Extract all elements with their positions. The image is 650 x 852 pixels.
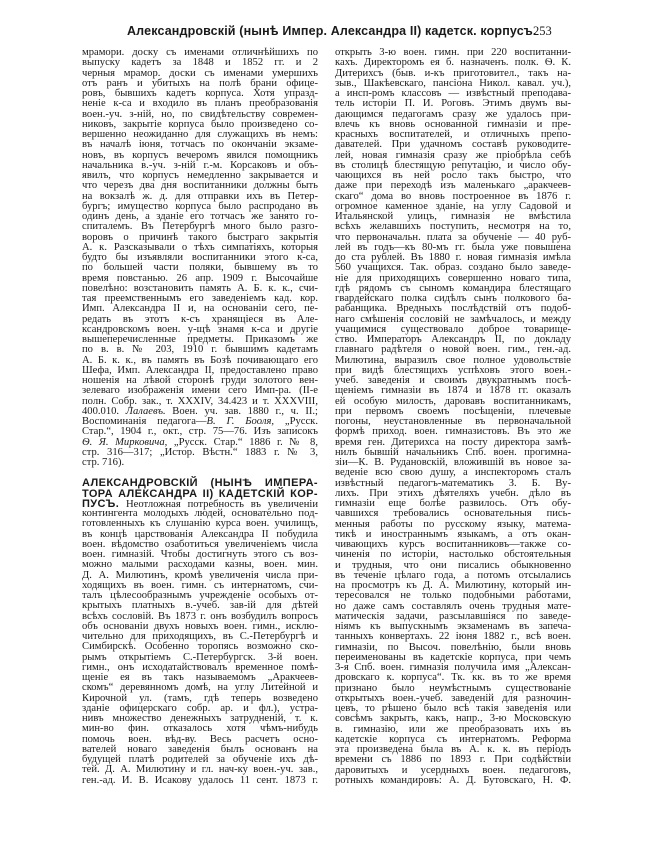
text-line: вершенно неожиданно для служащихъ въ немъ: (82, 129, 318, 140)
text-line: нивъ множество денежныхъ затрудненій, т. к. (82, 713, 318, 724)
text-line: танныхъ конвертахъ. 22 іюня 1882 г., всѣ воен. (335, 631, 571, 643)
text-line: гдѣ рядомъ съ сыномъ командира блестящаго (335, 282, 571, 294)
text-line: объ основаніи двухъ новыхъ воен. гимн., исклю- (82, 620, 318, 632)
article-heading-end: ПУСЪ. (82, 497, 120, 510)
text-line: гимназіи, по Высоч. повелѣнію, были вновь (335, 641, 571, 653)
text-line: кахъ. Директоромъ ея б. назначенъ. полк. Ѳ. К. (335, 57, 571, 69)
text-line: мрамори. доску съ именами отличнѣйшихъ по (82, 47, 318, 58)
text-line: времени съ 1886 по 1893 г. При содѣйствіи (335, 754, 571, 766)
text-line: стр. 716). (82, 457, 125, 468)
text-line: всѣхъ сословій. Въ 1873 г. онъ возбудилъ вопросъ (82, 610, 318, 622)
italic-text: Лалаевъ. (125, 405, 166, 417)
italic-text: Ѳ. Я. Мирковича, (82, 436, 168, 448)
text-segment: „Русск. (274, 416, 318, 427)
text-line: цевъ, то рѣшено было всѣ такія заведенія или (335, 703, 571, 714)
text-line: Д. А. Милютинъ, кромѣ увеличенія числа при- (82, 569, 318, 581)
text-line: воен.-уч. з-ній, но, по свидѣтельству современ- (82, 108, 318, 120)
text-line: по в. в. № 203, 1910 г. бывшимъ кадетамъ (82, 344, 318, 356)
text-line: в. гимназію, или же преобразовать ихъ въ (335, 723, 571, 735)
text-line: даровитыхъ и усердныхъ воен. педагоговъ, (335, 764, 571, 776)
text-line: зіи—К. В. Рудановскій, вложившій въ новое за- (335, 457, 571, 468)
text-line: воен. вѣдомство озаботиться увеличеніемъ числа (82, 538, 318, 550)
page-number: 253 (533, 24, 552, 38)
text-line: мин-во фин. отказалось хотя чѣмъ-нибудь (82, 723, 318, 735)
text-line: чиненія по исторіи, настолько обстоятельныя (335, 549, 571, 561)
text-line: въ теченіе цѣлаго года, а потомъ отсылались (335, 569, 571, 581)
text-line: а инсп-ромъ классовъ — извѣстный преподава- (335, 88, 571, 99)
text-line: Милютина, выразилъ свое полное удовольствіе (335, 354, 571, 366)
text-line: наго смѣшенія сословій не замѣчалось, и между (335, 313, 571, 325)
text-line: ксандровскомъ воен. у-щѣ знамя к-са и другіе (82, 323, 318, 335)
text-line: скаго“ дома во вновь построенное въ 1876 г. (335, 190, 571, 202)
text-segment: Воен. уч. зав. 1880 г., ч. II.; (165, 405, 318, 417)
text-line: контингента молодыхъ людей, основательно под- (82, 508, 318, 519)
text-segment: Воспоминанія педагога— (82, 416, 207, 427)
article-heading (82, 478, 318, 499)
text-line: бургъ; имущество корпуса было распродано въ (82, 200, 318, 212)
text-line: Шефа, Имп. Александра II, предоставлено право (82, 364, 318, 376)
text-line: гимн., онъ исходатайствовалъ временное помѣ- (82, 661, 318, 673)
text-line: 560 учащихся. Так. образ. создано было заведе- (335, 262, 571, 274)
text-segment: 400.010. (82, 405, 126, 417)
text-line: щеніемъ гимназіи въ 1874 и 1878 гг. оказалъ (335, 385, 571, 397)
text-line: рабанщика. Вредныхъ послѣдствій отъ подоб- (335, 303, 571, 315)
text-line: учащимися существовало доброе товарище- (335, 323, 571, 335)
text-line: новъ, въ корпусъ вечеромъ явился помощникъ (82, 149, 318, 161)
left-column (82, 48, 318, 786)
text-line: редать въ этотъ к-съ хранящіеся въ Але- (82, 313, 318, 325)
text-line: готовленныхъ къ слушанію курса воен. училищъ, (82, 518, 318, 530)
running-title: Александровскій (нынѣ Импер. Александра II) кадетск. корпусъ. (127, 24, 537, 38)
text-line: вышеперечисленные предметы. Приказомъ же (82, 334, 318, 345)
text-line: стр. 316—317; „Истор. Вѣстн.“ 1883 г. № 3, (82, 446, 318, 458)
text-line: зелеваго изображенія имени сего Имп-ра. (II-е (82, 385, 318, 397)
text-line: Имп. Александра II и, на основаніи сего, пе- (82, 303, 318, 315)
text-line: формѣ приход. воен. гимназистовъ. Въ это же (335, 426, 571, 438)
article-body (82, 509, 318, 786)
text-line: открытыхъ воен.-учеб. заведеній для разночин- (335, 692, 571, 704)
text-line: нилъ бывшій начальникъ Спб. воен. прогимна- (335, 446, 571, 458)
text-line: Дитерихсъ (быв. и-къ приготовител., такъ на- (335, 67, 571, 79)
text-line: признано было неумѣстнымъ существованіе (335, 682, 571, 694)
text-line: чительно для приходящихъ, въ С.-Петербургѣ и (82, 631, 318, 642)
text-line: Кирочной ул. (тамъ, гдѣ теперь возведено (82, 692, 318, 704)
text-line: крытыхъ платныхъ в.-учеб. зав-ій для дѣтей (82, 600, 318, 612)
text-line: огромное каменное зданіе, на углу Садовой и (335, 200, 571, 212)
text-line: чающихся въ ней росло такъ быстро, что (335, 170, 571, 181)
text-line: помочь воен. вѣд-ву. Весь расчетъ осно- (82, 733, 318, 745)
text-line: что черезъ два дня воспитанники должны быть (82, 180, 318, 192)
text-line: ей особую милость, даровавъ воспитанникамъ, (335, 395, 571, 407)
text-line: погоны, неустановленные въ первоначальной (335, 416, 571, 427)
text-line: ношенія на лѣвой сторонѣ груди золотого вен- (82, 375, 318, 386)
text-line: воен. гимназій. Чтобы достигнуть этого съ воз- (82, 549, 318, 560)
text-line: начальника в.-уч. з-ній г.-м. Корсаковъ и объ- (82, 159, 318, 171)
text-line: лихъ. При этихъ дѣятеляхъ учебн. дѣло въ (335, 487, 571, 499)
text-line: тель исторіи П. И. Роговъ. Этимъ двумъ вы- (335, 98, 571, 110)
text-line: ходящихъ въ воен. гимн. съ интернатомъ, счи- (82, 579, 318, 591)
text-line: при первомъ своемъ посѣщеніи, плечевые (335, 405, 571, 417)
text-line: тересовался не только подобными работами, (335, 590, 571, 602)
text-line: главнаго радѣтеля о новой воен. гим., ген.-ад. (335, 344, 571, 356)
text-line: чавшихся требовались основательныя пись- (335, 508, 571, 520)
text-line: будущей платѣ родителей за обученіе ихъ дѣ- (82, 754, 318, 765)
text-line: будто бы изъявляли воспитанники этого к-са, (82, 252, 318, 263)
text-line: эта произведена была въ А. к. к. въ періодъ (335, 744, 571, 755)
text-line: Стар.“, 1904 г., окт., стр. 75—76. Изъ записокъ (82, 426, 318, 438)
text-line: неніе к-са и входило въ планъ преобразованія (82, 98, 318, 110)
text-line: совсѣмъ закрыть, какъ, напр., 3-ю Московскую (335, 713, 571, 725)
text-line: зданіе офицерскаго собр. ар. и фл.), устра- (82, 702, 318, 714)
text-line: но даже самъ составлялъ очень трудныя мате- (335, 600, 571, 612)
text-line: Симбирскѣ. Особенно торопясь возможно ско- (82, 641, 318, 653)
text-line: ровъ, бывшихъ кадетъ корпуса. Хотя упразд- (82, 88, 318, 99)
text-line: лей, новая гимназія сразу же пріобрѣла себѣ (335, 149, 571, 161)
paragraph-previous-article-end (82, 48, 318, 468)
text-line: чивающихъ курсъ воспитанниковъ—также со- (335, 539, 571, 550)
text-line: никовъ, закрытіе корпуса было произведено со- (82, 118, 318, 130)
text-line: повелѣно: возстановить память А. Б. к. к., счи- (82, 282, 318, 294)
text-line: ніямъ къ выпускнымъ экзаменамъ въ запеча- (335, 621, 571, 632)
text-line: до ста рублей. Въ 1880 г. новая гимназія имѣла (335, 252, 571, 263)
text-line: черныя мрамор. доски съ именами умершихъ (82, 67, 318, 79)
heading-line: АЛЕКСАНДРОВСКІЙ (НЫНѢ ИМПЕРА- (82, 477, 318, 490)
text-line: учеб. заведенія и своимъ двукратнымъ посѣ- (335, 375, 571, 386)
text-line: тая преемственнымъ его заведеніемъ кад. кор. (82, 293, 318, 304)
article-body-continued (335, 48, 571, 786)
text-line: рымъ открытіемъ С.-Петербургск. 3-й воен. (82, 651, 318, 663)
text-line: дающимся педагогамъ сразу же удалось при- (335, 108, 571, 120)
text-line: явилъ, что корпусъ немедленно закрывается и (82, 170, 318, 181)
text-line: время ген. Дитерихса на посту директора замѣ- (335, 436, 571, 448)
text-line: Итальянской улицъ, гимназія не вмѣстила (335, 211, 571, 222)
italic-text: В. Г. Бооля, (206, 416, 275, 427)
text-line: тикѣ и иностраннымъ языкамъ, а отъ окан- (335, 528, 571, 540)
text-line: на просмотръ къ Д. А. Милютину, который ин- (335, 580, 571, 591)
text-line: давателей. При удачномъ составѣ руководите- (335, 139, 571, 151)
heading-line: ТОРА АЛЕКСАНДРА II) КАДЕТСКІЙ КОР- (82, 487, 318, 500)
text-line: на вокзалѣ ж. д. для отправки ихъ въ Петер- (82, 190, 318, 202)
text-line: спиталемъ. Въ Петербургѣ много было разго- (82, 221, 318, 233)
text-line: извѣстный педагогъ-математикъ З. Б. Ву- (335, 477, 571, 489)
text-line: ніе для приходящихъ совершенно новаго типа, (335, 272, 571, 284)
text-line: вателей новаго заведенія былъ основанъ на (82, 743, 318, 755)
text-line: скомъ“ деревянномъ домѣ, на углу Литейной и (82, 682, 318, 694)
text-line: гвардейскаго полка сидѣлъ сынъ полкового ба- (335, 293, 571, 304)
text-line: талъ цѣлесообразнымъ учрежденіе особыхъ от- (82, 590, 318, 601)
right-column (335, 48, 571, 786)
text-line: гимназіи еще болѣе развилось. Отъ обу- (335, 498, 571, 509)
text-line: всѣхъ желавшихъ поступить, несмотря на то, (335, 221, 571, 233)
text-line: по большей части поляки, бывшему въ то (82, 262, 318, 274)
article-first-line-text: Неотложная потребность въ увеличеніи (119, 498, 318, 510)
text-segment: „Русск. Стар.“ 1886 г. № 8, (167, 436, 318, 448)
text-line: при видѣ блестящихъ успѣховъ этого воен.- (335, 364, 571, 376)
text-line: 3-я Спб. воен. гимназія получила имя „Алексан- (335, 662, 571, 673)
text-line: ген.-ад. И. В. Исакову удалось 11 сент. 1873 г. (82, 774, 318, 786)
text-line: одинъ день, а зданіе его тотчасъ же занято го- (82, 211, 318, 222)
text-line: время повстанью. 26 апр. 1909 г. Высочайше (82, 272, 318, 284)
text-line: дровскаго к. корпуса“. Тк. кк. въ то же время (335, 672, 571, 684)
text-line: зыв., Шакѣевскаго, пансіона Никол. кавал. уч.), (335, 77, 571, 89)
text-line: матическія задачи, разсылавшіяся по заведе- (335, 610, 571, 622)
text-line: въ столицѣ блестящую репутацію, и число обу- (335, 159, 571, 171)
text-line: въ концѣ царствованія Александра II побудила (82, 528, 318, 540)
text-line: влечь къ вновь основанной гимназіи и пре- (335, 118, 571, 130)
text-line: воровъ о причинѣ такого быстраго закрытія (82, 231, 318, 243)
text-line: переименованы въ кадетскіе корпуса, при чемъ (335, 651, 571, 663)
text-line: отъ ранъ и убитыхъ на полѣ брани офице- (82, 77, 318, 89)
text-line: и трудныя, что они писались обыкновенно (335, 559, 571, 571)
text-line: кадетскіе корпуса съ интернатомъ. Реформа (335, 733, 571, 745)
text-line: лей въ годъ—къ 80-мъ гг. была уже повышена (335, 241, 571, 253)
text-line: красныхъ воспитателей, и отличныхъ препо- (335, 129, 571, 140)
text-line: ство. Императоръ Александръ II, по докладу (335, 334, 571, 345)
text-line: щеніе ея въ такъ называемомъ „Аракчеев- (82, 672, 318, 683)
text-line: А. к. Разсказывали о тѣхъ симпатіяхъ, которыя (82, 241, 318, 253)
text-line: веденіе всю свою душу, а инспекторомъ сталъ (335, 467, 571, 479)
text-line: тей. Д. А. Милютину и гл. нач-ку воен.-уч. зав., (82, 764, 318, 776)
text-line: даже при переходѣ изъ маленькаго „аракчеев- (335, 180, 571, 192)
text-line: менныя работы по русскому языку, матема- (335, 518, 571, 530)
text-line: выпуску кадетъ за 1848 и 1852 гг. и 2 (82, 57, 318, 69)
text-line: въ началѣ іюня, тотчасъ по окончаніи экзаме- (82, 139, 318, 151)
text-line: что первоначальн. плата за обученіе — 40 руб- (335, 231, 571, 243)
text-line: полн. Собр. зак., т. XXXIV, 34.423 и т. XXXVIII, (82, 395, 318, 407)
text-line: можно малыми расходами казны, воен. мин. (82, 559, 318, 571)
text-line: открыть 3-ю воен. гимн. при 220 воспитанни- (335, 47, 571, 58)
text-line: А. Б. к. к., въ память въ Бозѣ почивающаго его (82, 354, 318, 366)
text-line: ротныхъ командировъ: А. Д. Бутовскаго, Н. Ф. (335, 774, 571, 786)
